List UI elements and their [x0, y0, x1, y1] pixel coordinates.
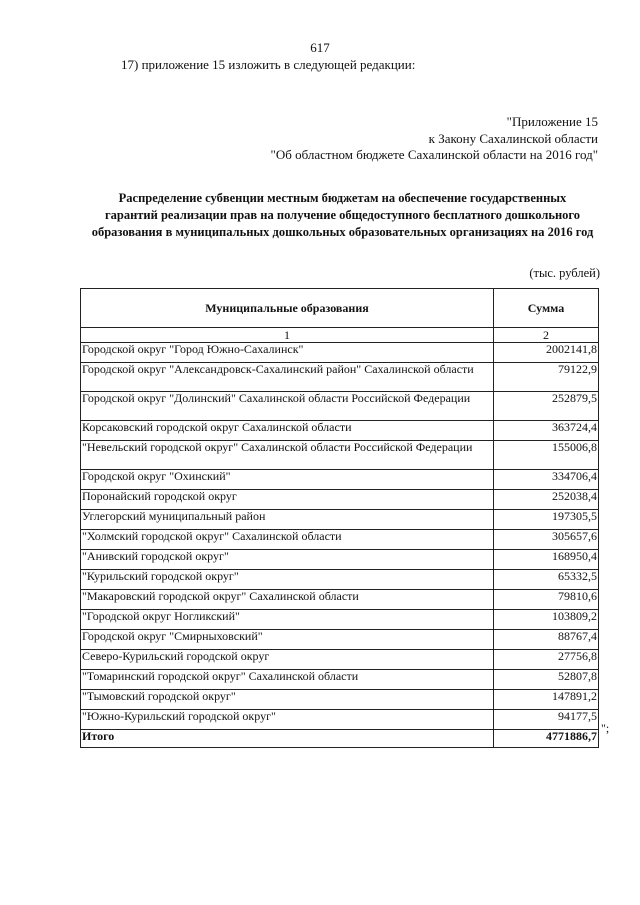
- municipality-name: Углегорский муниципальный район: [81, 510, 494, 530]
- column-number-row: [81, 328, 599, 343]
- appendix-line: "Приложение 15: [506, 114, 598, 129]
- amount-value: 197305,5: [494, 510, 599, 530]
- table-row: [81, 441, 599, 470]
- closing-quote: ";: [601, 721, 610, 735]
- document-title: [70, 190, 615, 241]
- table-row: [81, 690, 599, 710]
- amount-value: 52807,8: [494, 670, 599, 690]
- amount-value: 252879,5: [494, 392, 599, 421]
- table-row: [81, 363, 599, 392]
- amount-value: 65332,5: [494, 570, 599, 590]
- municipality-name: "Городской округ Ногликский": [81, 610, 494, 630]
- amount-value: 103809,2: [494, 610, 599, 630]
- total-amount: 4771886,7: [494, 730, 599, 748]
- municipality-name: "Томаринский городской округ" Сахалинской области: [81, 670, 494, 690]
- table-row: [81, 650, 599, 670]
- table-row: [81, 590, 599, 610]
- table-row: [81, 610, 599, 630]
- amount-value: 88767,4: [494, 630, 599, 650]
- table-row: [81, 630, 599, 650]
- table-row: [81, 670, 599, 690]
- table-row: [81, 550, 599, 570]
- amount-value: 2002141,8: [494, 343, 599, 363]
- total-row: [81, 730, 599, 748]
- amount-value: 79810,6: [494, 590, 599, 610]
- title-line: Распределение субвенции местным бюджетам на обеспечение государственных: [118, 191, 567, 205]
- municipality-name: "Анивский городской округ": [81, 550, 494, 570]
- table-row: [81, 710, 599, 730]
- page-number: 617: [310, 40, 330, 55]
- municipality-name: "Тымовский городской округ": [81, 690, 494, 710]
- units-label: (тыс. рублей): [529, 266, 600, 280]
- municipality-name: Городской округ "Долинский" Сахалинской области Российской Федерации: [81, 392, 494, 421]
- amount-value: 94177,5: [494, 710, 599, 730]
- column-header-amount: Сумма: [494, 289, 599, 328]
- municipality-name: "Южно-Курильский городской округ": [81, 710, 494, 730]
- municipality-name: "Невельский городской округ" Сахалинской области Российской Федерации: [81, 441, 494, 470]
- amount-value: 363724,4: [494, 421, 599, 441]
- table-row: [81, 510, 599, 530]
- column-number: 1: [81, 328, 494, 343]
- table-row: [81, 530, 599, 550]
- title-line: гарантий реализации прав на получение общедоступного бесплатного дошкольного: [104, 208, 581, 222]
- amount-value: 168950,4: [494, 550, 599, 570]
- subvention-table: [80, 288, 599, 748]
- municipality-name: Городской округ "Смирныховский": [81, 630, 494, 650]
- amount-value: 79122,9: [494, 363, 599, 392]
- appendix-line: к Закону Сахалинской области: [428, 130, 598, 146]
- appendix-header: [271, 114, 598, 164]
- appendix-line: "Об областном бюджете Сахалинской области на 2016 год": [270, 147, 598, 162]
- municipality-name: Городской округ "Город Южно-Сахалинск": [81, 343, 494, 363]
- amount-value: 27756,8: [494, 650, 599, 670]
- municipality-name: "Курильский городской округ": [81, 570, 494, 590]
- municipality-name: Городской округ "Александровск-Сахалинский район" Сахалинской области: [81, 363, 494, 392]
- table-header-row: [81, 289, 599, 328]
- table-row: [81, 421, 599, 441]
- municipality-name: Корсаковский городской округ Сахалинской области: [81, 421, 494, 441]
- table-row: [81, 470, 599, 490]
- column-number: 2: [494, 328, 599, 343]
- table-row: [81, 490, 599, 510]
- municipality-name: Северо-Курильский городской округ: [81, 650, 494, 670]
- amendment-instruction: 17) приложение 15 изложить в следующей редакции:: [121, 57, 416, 72]
- table-row: [81, 392, 599, 421]
- total-label: Итого: [81, 730, 494, 748]
- municipality-name: "Макаровский городской округ" Сахалинской области: [81, 590, 494, 610]
- column-header-municipality: Муниципальные образования: [81, 289, 494, 328]
- amount-value: 155006,8: [494, 441, 599, 470]
- municipality-name: Городской округ "Охинский": [81, 470, 494, 490]
- amount-value: 147891,2: [494, 690, 599, 710]
- table-row: [81, 343, 599, 363]
- municipality-name: "Холмский городской округ" Сахалинской области: [81, 530, 494, 550]
- amount-value: 305657,6: [494, 530, 599, 550]
- title-line: образования в муниципальных дошкольных образовательных организациях на 2016 год: [91, 225, 594, 239]
- amount-value: 252038,4: [494, 490, 599, 510]
- table-row: [81, 570, 599, 590]
- municipality-name: Поронайский городской округ: [81, 490, 494, 510]
- amount-value: 334706,4: [494, 470, 599, 490]
